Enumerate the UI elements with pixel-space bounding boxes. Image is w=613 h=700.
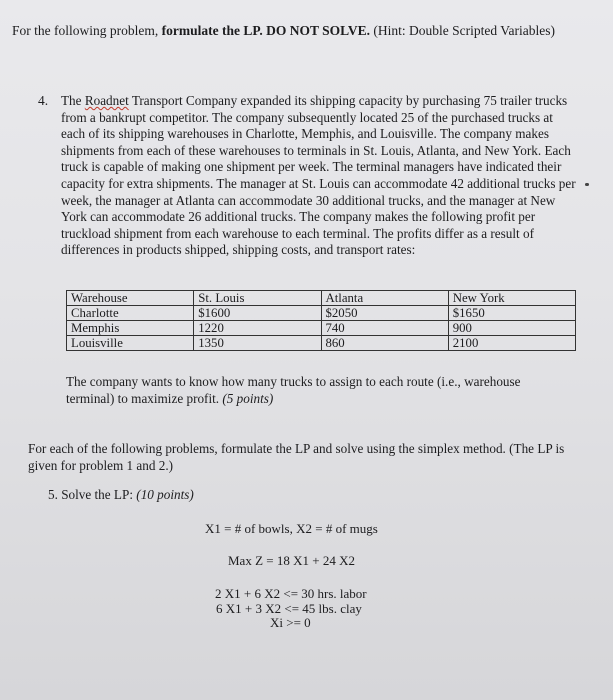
table-cell: 1350 bbox=[194, 336, 321, 351]
problem-4-text-after: Transport Company expanded its shipping capacity by purchasing 75 trailer trucks from a bankrupt competitor. The company subsequently located 25 of the purchased trucks at each of its shipping warehouses in Charlotte, Memphis, and Louisville. The company makes shipments from each of these warehouses to terminals in St. Louis, Atlanta, and New York. Each truck is capable of making one shipment per week. The terminal managers have indicated their capacity for extra shipments. The manager at St. Louis can accommodate 42 additional trucks per week, the manager at Atlanta can accommodate 30 additional trucks, and the manager at New York can accommodate 26 additional trucks. The company makes the following profit per truckload shipment from each warehouse to each terminal. The profits differ as a result of differences in products shipped, shipping costs, and transport rates: bbox=[61, 93, 576, 258]
table-header: Warehouse bbox=[67, 291, 194, 306]
instructions-tail: (Hint: Double Scripted Variables) bbox=[370, 23, 555, 38]
table-row bbox=[67, 321, 576, 336]
objective-function: Max Z = 18 X1 + 24 X2 bbox=[228, 553, 355, 568]
problem-4-text-before: The bbox=[61, 93, 85, 108]
profit-table bbox=[66, 290, 576, 351]
table-cell: 900 bbox=[448, 321, 575, 336]
table-cell: $2050 bbox=[321, 306, 448, 321]
problem-4-text bbox=[61, 93, 579, 259]
variable-definitions: X1 = # of bowls, X2 = # of mugs bbox=[205, 521, 378, 536]
problem-5-label: 5. Solve the LP: bbox=[48, 487, 137, 502]
table-header: Atlanta bbox=[321, 291, 448, 306]
table-cell: 2100 bbox=[448, 336, 575, 351]
problem-4-question-text: The company wants to know how many trucks to assign to each route (i.e., warehouse terminal) to maximize profit. bbox=[66, 374, 521, 406]
problem-5-points: (10 points) bbox=[136, 487, 194, 502]
company-name: Roadnet bbox=[84, 93, 129, 108]
constraint-nonnegativity: Xi >= 0 bbox=[270, 615, 311, 630]
instructions-paragraph bbox=[12, 22, 572, 39]
problem-4-points: (5 points) bbox=[222, 391, 274, 406]
table-row bbox=[67, 336, 576, 351]
problem-5-heading bbox=[48, 487, 194, 503]
table-cell: Memphis bbox=[67, 321, 194, 336]
table-row bbox=[67, 306, 576, 321]
table-cell: Louisville bbox=[67, 336, 194, 351]
instructions-bold: formulate the LP. DO NOT SOLVE. bbox=[161, 23, 371, 38]
table-cell: 1220 bbox=[194, 321, 321, 336]
problem-4-number: 4. bbox=[38, 93, 49, 108]
table-header: New York bbox=[448, 291, 575, 306]
section-2-instructions: For each of the following problems, formulate the LP and solve using the simplex method. (The LP is given for problem 1 and 2.) bbox=[28, 441, 565, 473]
stray-mark bbox=[585, 183, 589, 186]
constraint-clay: 6 X1 + 3 X2 <= 45 lbs. clay bbox=[216, 601, 362, 616]
constraint-labor: 2 X1 + 6 X2 <= 30 hrs. labor bbox=[215, 586, 367, 601]
table-cell: 740 bbox=[321, 321, 448, 336]
table-header: St. Louis bbox=[194, 291, 321, 306]
table-cell: 860 bbox=[321, 336, 448, 351]
problem-4-question bbox=[66, 373, 566, 407]
table-cell: $1600 bbox=[194, 306, 321, 321]
table-header-row bbox=[67, 291, 576, 306]
instructions-lead: For the following problem, bbox=[12, 23, 162, 38]
table-cell: Charlotte bbox=[67, 306, 194, 321]
table-cell: $1650 bbox=[448, 306, 575, 321]
